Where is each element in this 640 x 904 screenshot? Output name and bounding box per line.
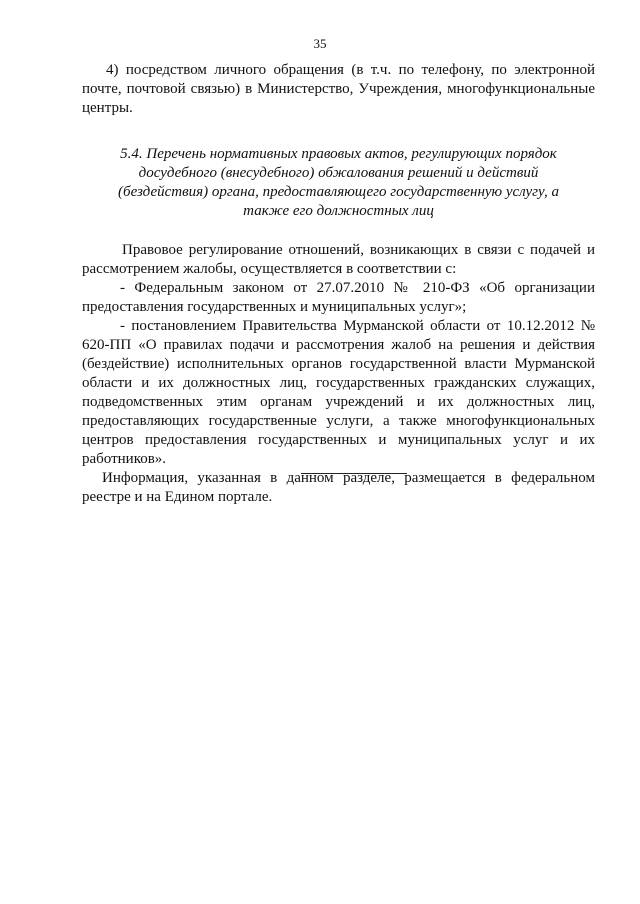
section-heading: 5.4. Перечень нормативных правовых актов, регулирующих порядок досудебного (внесудебного) обжалования решений и действий (бездействия) органа, предоставляющего государственную услугу, а также его должностных лиц bbox=[118, 146, 559, 219]
item-4-paragraph: 4) посредством личного обращения (в т.ч. по телефону, по электронной почте, почтовой связью) в Министерство, Учреждения, многофункциональные центры. bbox=[82, 62, 595, 116]
government-resolution-list-item: - постановлением Правительства Мурманской области от 10.12.2012 № 620-ПП «О правилах подачи и рассмотрения жалоб на решения и действия (бездействие) исполнительных органов государственной власти Мурманской области и их должностных лиц, государственных гражданских служащих, подведомственных этим органам учреждений и их должностных лиц, предоставляющих государственные услуги, а также многофункциональных центров предоставления государственных и муниципальных услуг и их работников». bbox=[82, 318, 595, 467]
federal-law-list-item: - Федеральным законом от 27.07.2010 № 210-ФЗ «Об организации предоставления государственных и муниципальных услуг»; bbox=[82, 280, 595, 315]
heading-spacer bbox=[82, 221, 595, 241]
info-paragraph: Информация, указанная в данном разделе, размещается в федеральном реестре и на Едином портале. bbox=[82, 470, 595, 505]
intro-paragraph: Правовое регулирование отношений, возникающих в связи с подачей и рассмотрением жалобы, осуществляется в соответствии с: bbox=[82, 242, 595, 277]
page-body bbox=[82, 61, 595, 507]
end-separator-line bbox=[301, 473, 407, 474]
page-number: 35 bbox=[313, 36, 327, 51]
